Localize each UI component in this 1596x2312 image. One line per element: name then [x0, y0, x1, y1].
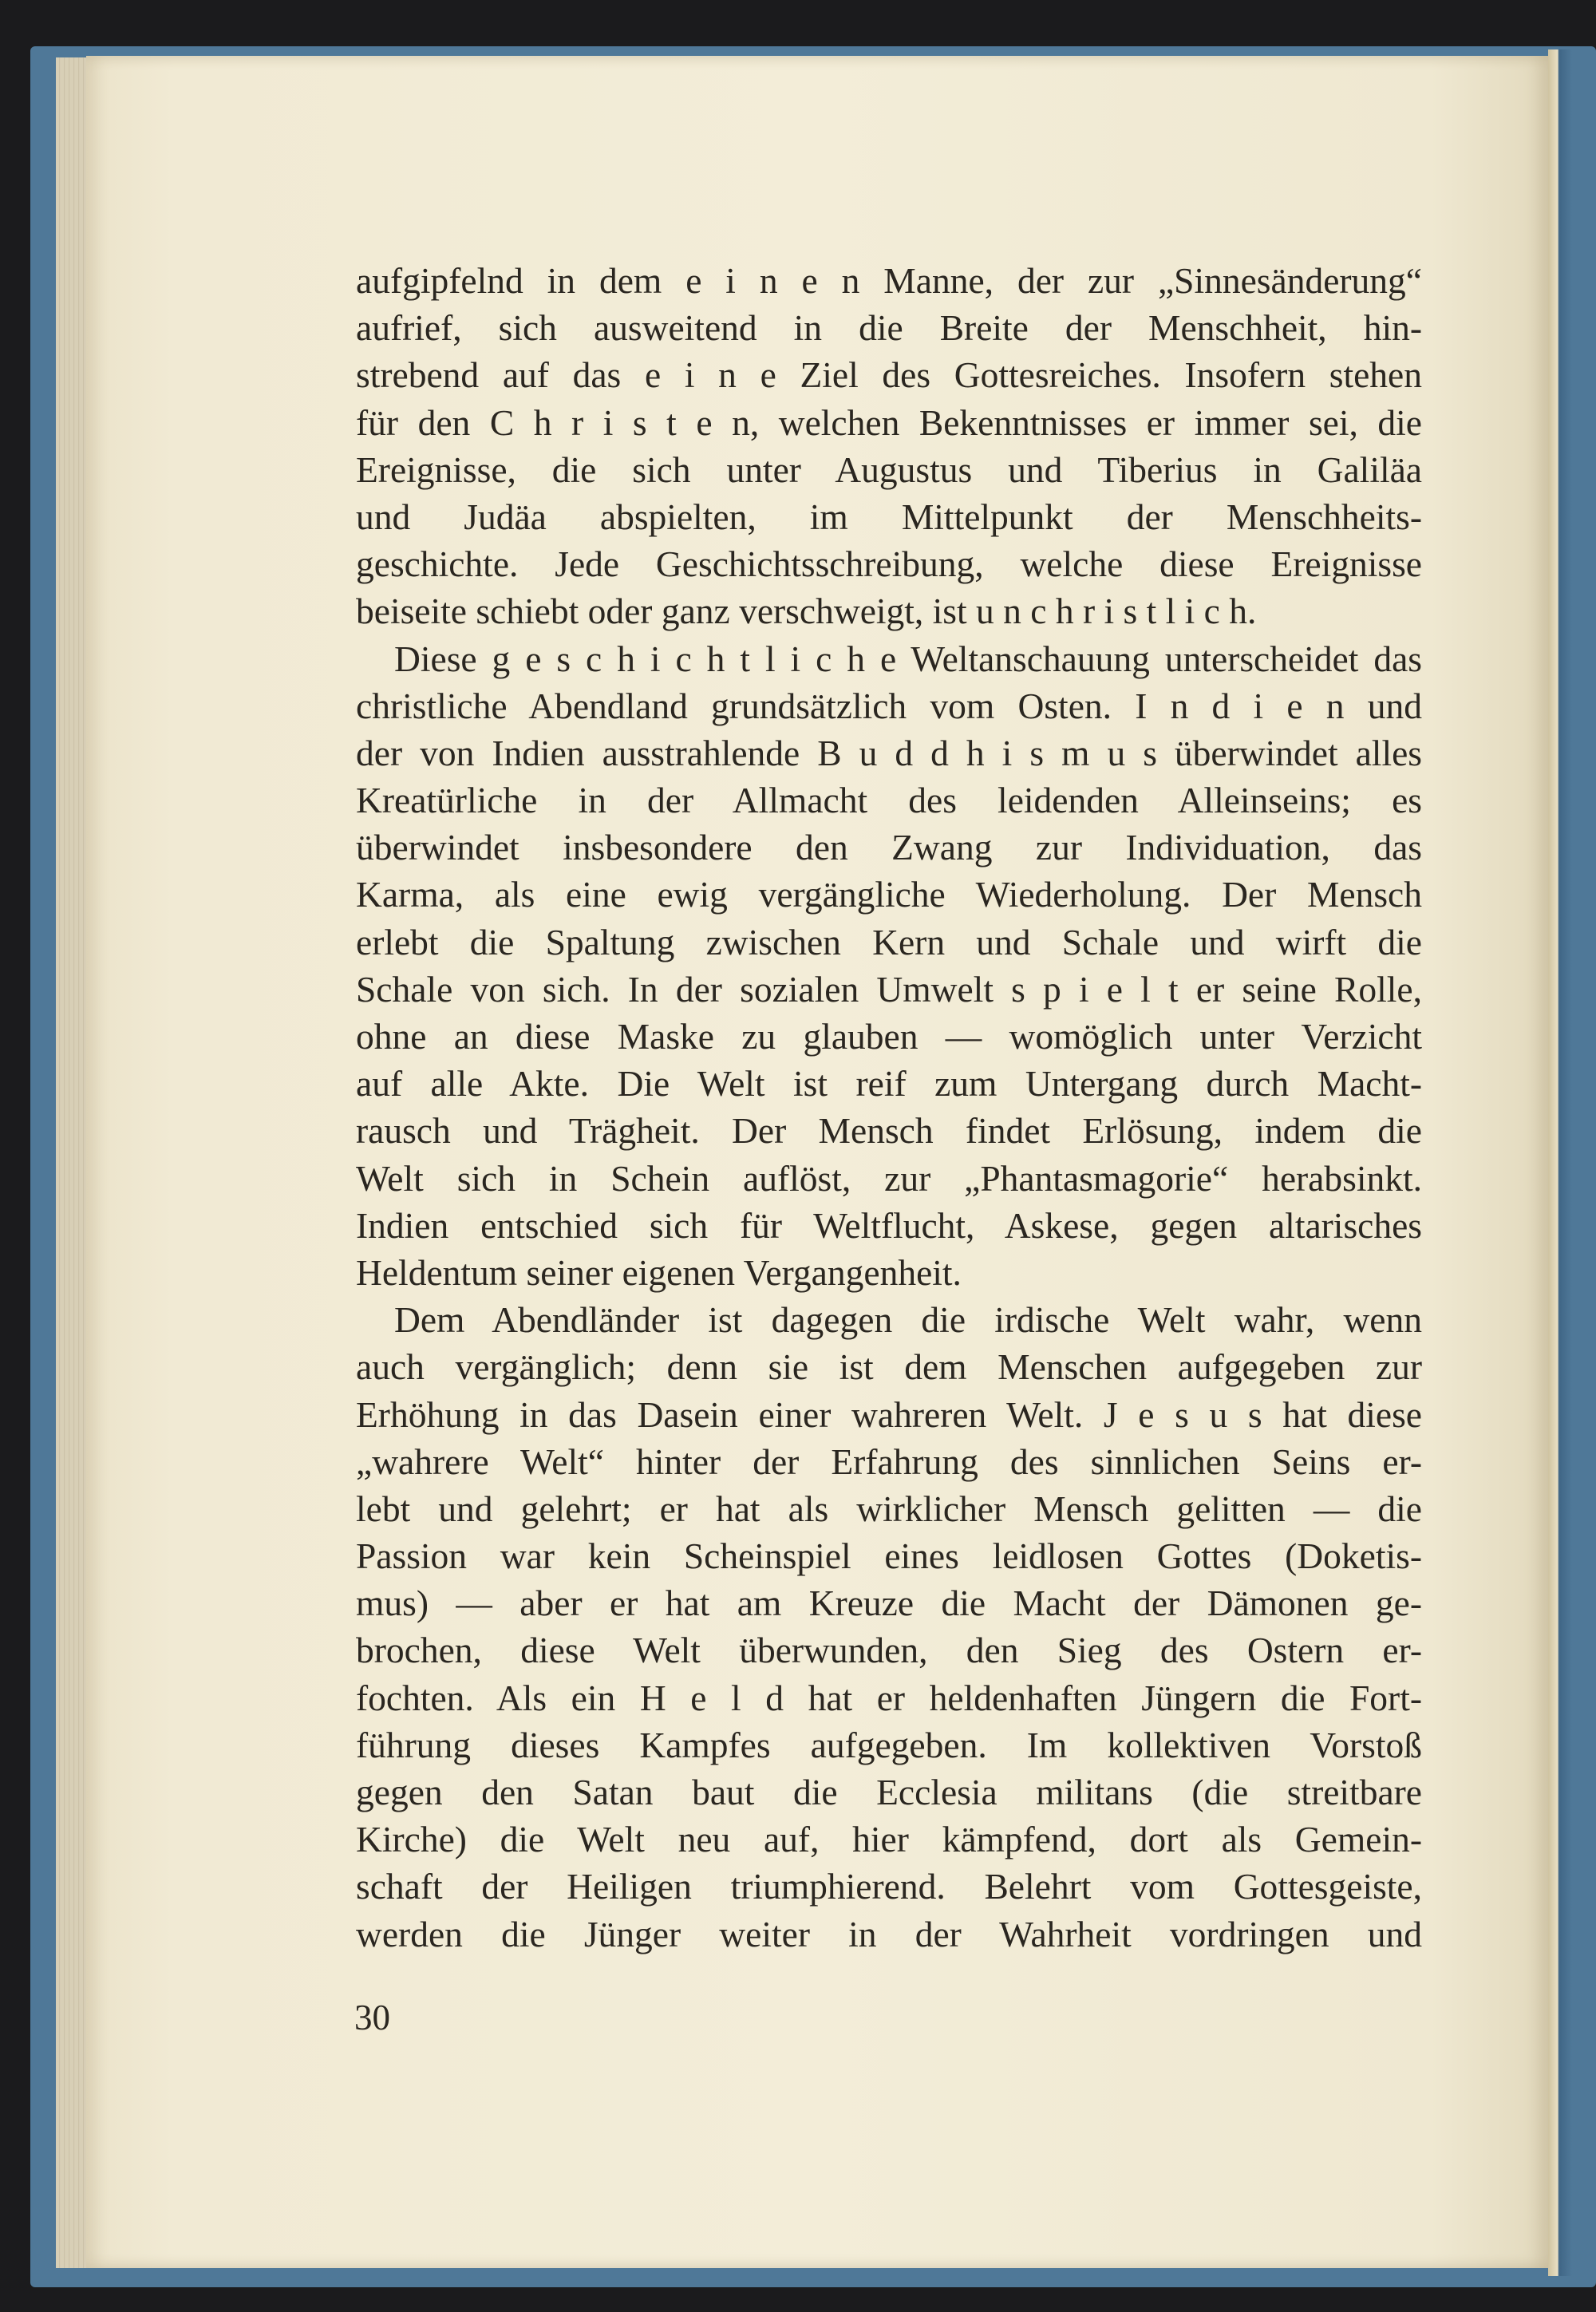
text-line: der von Indien ausstrahlende B u d d h i s m u s überwindet alles [356, 732, 1422, 773]
text-line: führung dieses Kampfes aufgegeben. Im kollektiven Vorstoß [356, 1724, 1422, 1765]
text-line: „wahrere Welt“ hinter der Erfahrung des sinnlichen Seins er- [356, 1441, 1422, 1482]
text-line: werden die Jünger weiter in der Wahrheit vordringen und [356, 1913, 1422, 1954]
text-line: Karma, als eine ewig vergängliche Wiederholung. Der Mensch [356, 874, 1422, 915]
page-number: 30 [354, 1998, 390, 2037]
text-line: Ereignisse, die sich unter Augustus und Tiberius in Galiläa [356, 449, 1422, 490]
text-line: erlebt die Spaltung zwischen Kern und Schale und wirft die [356, 921, 1422, 962]
text-line: lebt und gelehrt; er hat als wirklicher Mensch gelitten — die [356, 1488, 1422, 1529]
text-line: rausch und Trägheit. Der Mensch findet Erlösung, indem die [356, 1110, 1422, 1152]
text-line: auf alle Akte. Die Welt ist reif zum Untergang durch Macht- [356, 1063, 1422, 1105]
text-line: überwindet insbesondere den Zwang zur Individuation, das [356, 827, 1422, 868]
text-line: Welt sich in Schein auflöst, zur „Phantasmagorie“ herabsinkt. [356, 1157, 1422, 1199]
paragraph-start-line: Dem Abendländer ist dagegen die irdische Welt wahr, wenn [394, 1299, 1422, 1341]
paragraph-start-line: Diese g e s c h i c h t l i c h e Weltanschauung unterscheidet das [394, 638, 1422, 679]
text-line: Kirche) die Welt neu auf, hier kämpfend, dort als Gemein- [356, 1819, 1422, 1860]
text-line: Erhöhung in das Dasein einer wahreren Welt. J e s u s hat diese [356, 1393, 1422, 1435]
text-line: auch vergänglich; denn sie ist dem Menschen aufgegeben zur [356, 1346, 1422, 1388]
text-line: christliche Abendland grundsätzlich vom Osten. I n d i e n und [356, 685, 1422, 726]
text-line: geschichte. Jede Geschichtsschreibung, welche diese Ereignisse [356, 543, 1422, 585]
page-edges [56, 57, 88, 2268]
text-line: aufrief, sich ausweitend in die Breite der Menschheit, hin- [356, 307, 1422, 349]
right-page-edge [1548, 49, 1572, 2276]
text-line: aufgipfelnd in dem e i n e n Manne, der zur „Sinnesänderung“ [356, 260, 1422, 301]
text-line: für den C h r i s t e n, welchen Bekenntnisses er immer sei, die [356, 401, 1422, 443]
text-line: schaft der Heiligen triumphierend. Belehrt vom Gottesgeiste, [356, 1866, 1422, 1907]
text-line: beiseite schiebt oder ganz verschweigt, ist u n c h r i s t l i c h. [356, 591, 1257, 632]
text-line: ohne an diese Maske zu glauben — womöglich unter Verzicht [356, 1016, 1422, 1057]
text-line: gegen den Satan baut die Ecclesia militans (die streitbare [356, 1772, 1422, 1812]
text-line: Kreatürliche in der Allmacht des leidenden Alleinseins; es [356, 780, 1422, 821]
text-line: Heldentum seiner eigenen Vergangenheit. [356, 1251, 962, 1293]
text-line: und Judäa abspielten, im Mittelpunkt der Menschheits- [356, 496, 1422, 537]
text-line: mus) — aber er hat am Kreuze die Macht der Dämonen ge- [356, 1583, 1422, 1624]
text-line: Passion war kein Scheinspiel eines leidlosen Gottes (Doketis- [356, 1535, 1422, 1577]
text-line: Indien entschied sich für Weltflucht, Askese, gegen altarisches [356, 1204, 1422, 1246]
text-line: brochen, diese Welt überwunden, den Sieg des Ostern er- [356, 1630, 1422, 1671]
text-line: Schale von sich. In der sozialen Umwelt s p i e l t er seine Rolle, [356, 968, 1422, 1010]
text-line: fochten. Als ein H e l d hat er heldenhaften Jüngern die Fort- [356, 1677, 1422, 1718]
text-line: strebend auf das e i n e Ziel des Gottesreiches. Insofern stehen [356, 354, 1422, 396]
body-text [356, 257, 1422, 1958]
